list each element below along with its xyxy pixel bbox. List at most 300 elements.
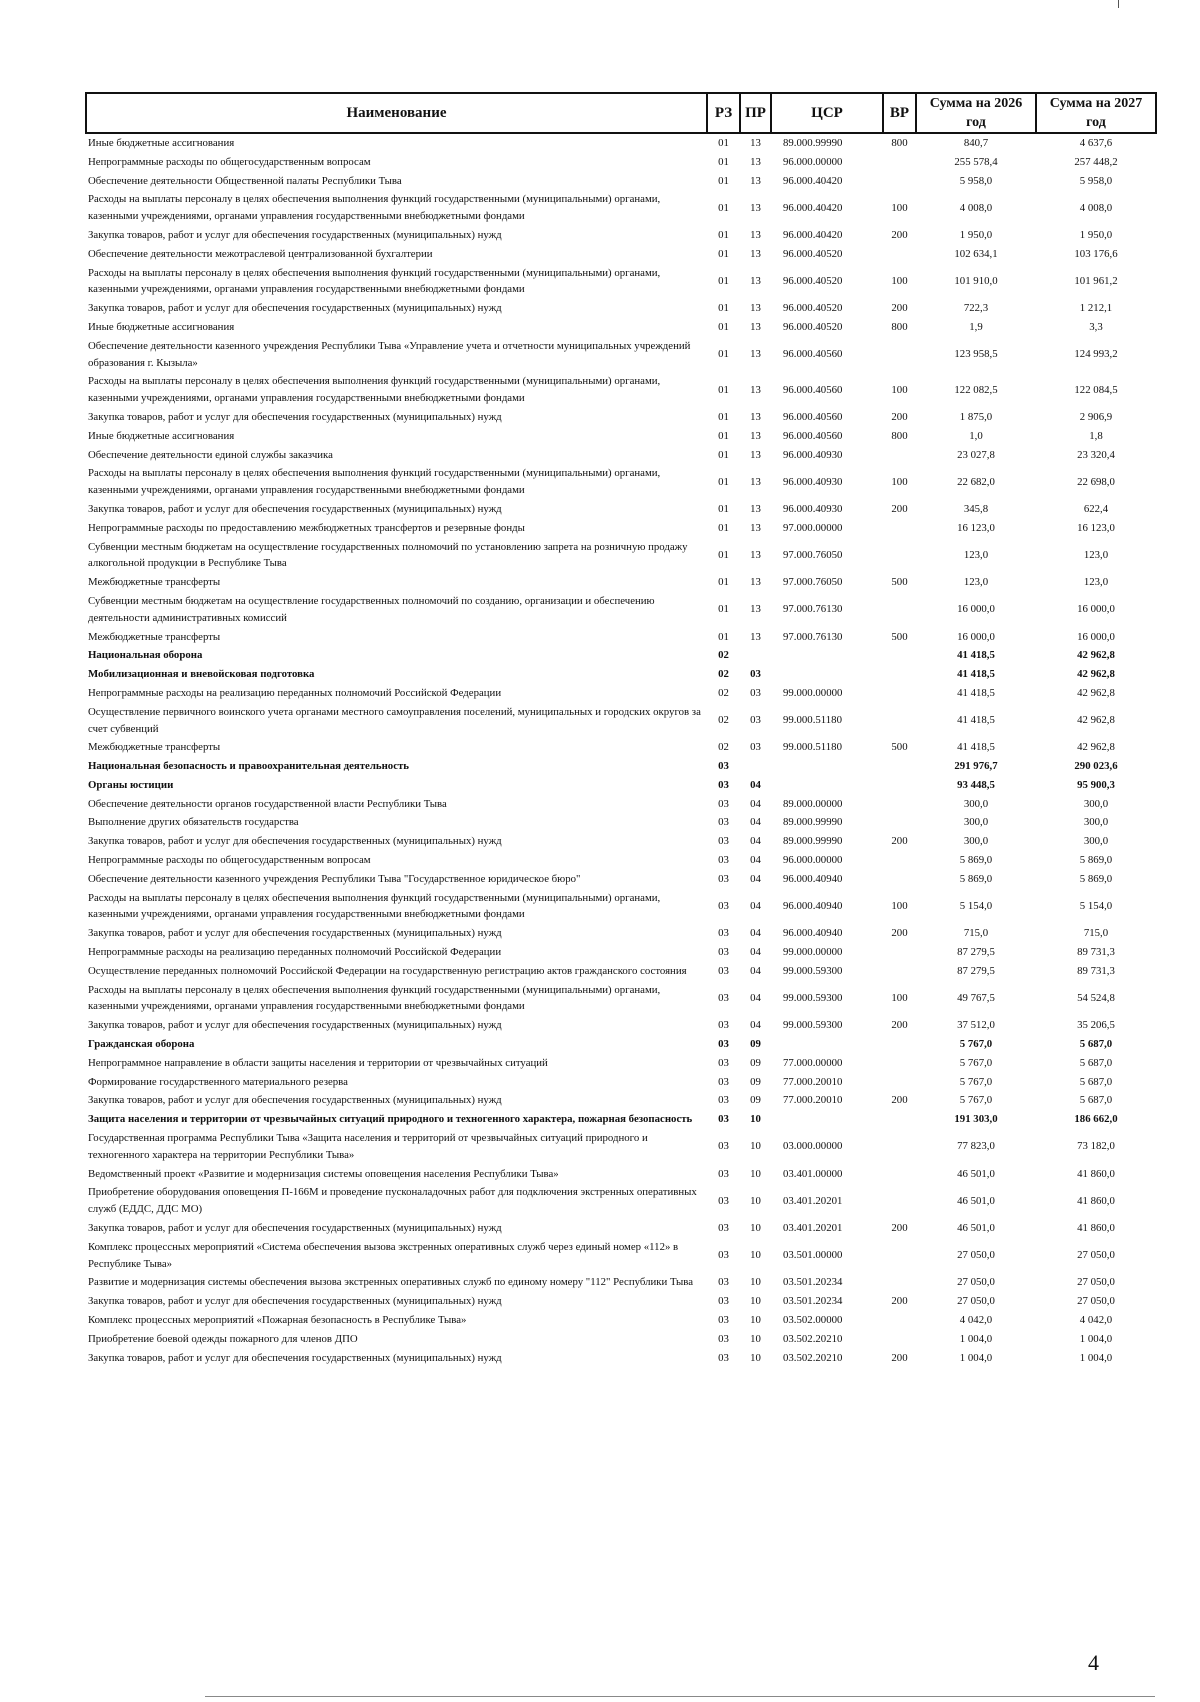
table-row bbox=[86, 1073, 1156, 1092]
table-row bbox=[86, 372, 1156, 408]
cell-csr: 96.000.40560 bbox=[783, 348, 843, 361]
cell-pr: 04 bbox=[750, 992, 761, 1005]
cell-name: Закупка товаров, работ и услуг для обеспечения государственных (муниципальных) нужд bbox=[88, 410, 502, 423]
cell-vr bbox=[883, 851, 916, 870]
cell-sum-2027: 35 206,5 bbox=[1077, 1019, 1115, 1032]
cell-name: Защита населения и территории от чрезвычайных ситуаций природного и техногенного характера, пожарная безопасность bbox=[88, 1113, 693, 1126]
table-row bbox=[86, 1292, 1156, 1311]
cell-sum-2026: 27 050,0 bbox=[957, 1276, 995, 1289]
cell-rz: 03 bbox=[718, 927, 729, 940]
cell-rz: 02 bbox=[718, 741, 729, 754]
cell-csr bbox=[771, 1110, 883, 1129]
header-pr: ПР bbox=[740, 93, 771, 133]
cell-vr: 200 bbox=[891, 502, 908, 515]
cell-sum-2026: 255 578,4 bbox=[954, 155, 998, 168]
cell-sum-2026: 87 279,5 bbox=[957, 964, 995, 977]
table-row bbox=[86, 592, 1156, 628]
cell-name: Субвенции местным бюджетам на осуществление государственных полномочий по созданию, организации и обеспечению деятельности административных комиссий bbox=[88, 594, 655, 624]
cell-sum-2026: 5 869,0 bbox=[959, 854, 993, 867]
cell-sum-2027: 103 176,6 bbox=[1074, 247, 1118, 260]
cell-rz: 01 bbox=[718, 137, 729, 149]
cell-csr: 89.000.99990 bbox=[783, 835, 843, 848]
cell-vr: 200 bbox=[891, 1019, 908, 1032]
cell-sum-2026: 16 000,0 bbox=[957, 603, 995, 616]
cell-vr: 100 bbox=[891, 383, 908, 396]
cell-csr: 96.000.40420 bbox=[783, 201, 843, 214]
cell-name: Обеспечение деятельности межотраслевой централизованной бухгалтерии bbox=[88, 247, 433, 260]
cell-csr: 96.000.40560 bbox=[783, 383, 843, 396]
cell-pr: 13 bbox=[750, 274, 761, 287]
cell-sum-2027: 4 637,6 bbox=[1079, 137, 1113, 149]
cell-csr: 96.000.00000 bbox=[783, 155, 843, 168]
table-row bbox=[86, 226, 1156, 245]
table-row bbox=[86, 1238, 1156, 1274]
cell-sum-2027: 42 962,8 bbox=[1077, 649, 1115, 662]
cell-pr: 04 bbox=[750, 946, 761, 959]
cell-vr: 500 bbox=[891, 741, 908, 754]
cell-sum-2027: 27 050,0 bbox=[1077, 1276, 1115, 1289]
cell-csr bbox=[771, 757, 883, 776]
cell-csr: 96.000.40930 bbox=[783, 475, 843, 488]
cell-vr: 100 bbox=[891, 475, 908, 488]
cell-vr bbox=[883, 153, 916, 172]
header-vr: ВР bbox=[883, 93, 916, 133]
cell-csr: 77.000.20010 bbox=[783, 1075, 843, 1088]
table-row bbox=[86, 427, 1156, 446]
cell-name: Закупка товаров, работ и услуг для обеспечения государственных (муниципальных) нужд bbox=[88, 835, 502, 848]
cell-sum-2027: 41 860,0 bbox=[1077, 1194, 1115, 1207]
table-row bbox=[86, 519, 1156, 538]
cell-sum-2027: 622,4 bbox=[1083, 502, 1109, 515]
cell-sum-2027: 101 961,2 bbox=[1074, 274, 1118, 287]
table-row bbox=[86, 1330, 1156, 1349]
cell-csr: 77.000.20010 bbox=[783, 1094, 843, 1107]
cell-name: Приобретение оборудования оповещения П-166М и проведение пусконаладочных работ для подключения экстренных оперативных служб (ЕДДС, ДДС МО) bbox=[88, 1186, 697, 1216]
cell-rz: 01 bbox=[718, 475, 729, 488]
cell-sum-2026: 4 008,0 bbox=[959, 201, 993, 214]
cell-vr: 100 bbox=[891, 992, 908, 1005]
cell-rz: 01 bbox=[718, 410, 729, 423]
cell-pr: 13 bbox=[750, 201, 761, 214]
cell-sum-2027: 22 698,0 bbox=[1077, 475, 1115, 488]
cell-sum-2027: 89 731,3 bbox=[1077, 964, 1115, 977]
cell-vr: 200 bbox=[891, 410, 908, 423]
cell-name: Иные бюджетные ассигнования bbox=[88, 137, 235, 149]
cell-sum-2027: 42 962,8 bbox=[1077, 741, 1115, 754]
cell-vr bbox=[883, 870, 916, 889]
cell-pr: 10 bbox=[750, 1222, 761, 1235]
cell-csr: 03.501.20234 bbox=[783, 1295, 843, 1308]
cell-vr: 800 bbox=[891, 320, 908, 333]
cell-rz: 03 bbox=[718, 1094, 729, 1107]
cell-sum-2026: 77 823,0 bbox=[957, 1140, 995, 1153]
cell-vr: 200 bbox=[891, 1351, 908, 1364]
cell-name: Иные бюджетные ассигнования bbox=[88, 429, 235, 442]
cell-csr: 03.501.20234 bbox=[783, 1276, 843, 1289]
cell-name: Органы юстиции bbox=[88, 778, 174, 791]
cell-pr: 13 bbox=[750, 502, 761, 515]
section-row bbox=[86, 757, 1156, 776]
cell-rz: 03 bbox=[718, 1019, 729, 1032]
cell-sum-2027: 5 687,0 bbox=[1079, 1094, 1113, 1107]
cell-name: Межбюджетные трансферты bbox=[88, 630, 221, 643]
table-row bbox=[86, 1311, 1156, 1330]
table-row bbox=[86, 981, 1156, 1017]
cell-sum-2026: 46 501,0 bbox=[957, 1222, 995, 1235]
cell-sum-2026: 4 042,0 bbox=[959, 1314, 993, 1326]
cell-vr bbox=[883, 1311, 916, 1330]
cell-csr: 96.000.40930 bbox=[783, 448, 843, 461]
cell-name: Осуществление первичного воинского учета органами местного самоуправления поселений, муниципальных и городских округов за счет субвенций bbox=[88, 705, 701, 735]
section-row bbox=[86, 665, 1156, 684]
cell-sum-2027: 5 869,0 bbox=[1079, 854, 1113, 867]
cell-csr: 96.000.40420 bbox=[783, 174, 843, 187]
cell-sum-2026: 27 050,0 bbox=[957, 1295, 995, 1308]
cell-vr bbox=[883, 538, 916, 574]
cell-pr: 13 bbox=[750, 448, 761, 461]
table-row bbox=[86, 573, 1156, 592]
cell-csr: 97.000.76050 bbox=[783, 576, 843, 589]
cell-csr: 77.000.00000 bbox=[783, 1056, 843, 1069]
cell-name: Иные бюджетные ассигнования bbox=[88, 320, 235, 333]
cell-sum-2027: 1,8 bbox=[1089, 429, 1103, 442]
cell-pr: 13 bbox=[750, 576, 761, 589]
table-row bbox=[86, 464, 1156, 500]
cell-vr bbox=[883, 1165, 916, 1184]
cell-rz: 01 bbox=[718, 603, 729, 616]
cell-sum-2026: 840,7 bbox=[963, 137, 989, 149]
cell-rz: 01 bbox=[718, 548, 729, 561]
cell-name: Закупка товаров, работ и услуг для обеспечения государственных (муниципальных) нужд bbox=[88, 1295, 502, 1308]
cell-rz: 03 bbox=[718, 1113, 729, 1126]
cell-sum-2027: 123,0 bbox=[1083, 576, 1109, 589]
cell-pr: 13 bbox=[750, 348, 761, 361]
cell-sum-2027: 41 860,0 bbox=[1077, 1167, 1115, 1180]
cell-sum-2026: 291 976,7 bbox=[954, 760, 998, 773]
cell-rz: 03 bbox=[718, 1276, 729, 1289]
cell-rz: 01 bbox=[718, 502, 729, 515]
table-row bbox=[86, 628, 1156, 647]
cell-pr: 13 bbox=[750, 228, 761, 241]
section-row bbox=[86, 1110, 1156, 1129]
cell-rz: 03 bbox=[718, 816, 729, 829]
cell-vr bbox=[883, 519, 916, 538]
cell-sum-2027: 300,0 bbox=[1083, 816, 1109, 829]
cell-vr: 200 bbox=[891, 1222, 908, 1235]
cell-rz: 02 bbox=[718, 714, 729, 727]
cell-sum-2027: 1 212,1 bbox=[1079, 302, 1113, 315]
table-row bbox=[86, 943, 1156, 962]
cell-rz: 03 bbox=[718, 1332, 729, 1345]
cell-pr: 09 bbox=[750, 1075, 761, 1088]
cell-name: Выполнение других обязательств государства bbox=[88, 816, 299, 829]
cell-csr bbox=[771, 776, 883, 795]
cell-name: Расходы на выплаты персоналу в целях обеспечения выполнения функций государственными (муниципальными) органами, казенными учреждениями, органами управления государственными внебюджетными фондами bbox=[88, 193, 661, 223]
cell-sum-2026: 27 050,0 bbox=[957, 1249, 995, 1262]
cell-sum-2027: 5 154,0 bbox=[1079, 900, 1113, 913]
cell-rz: 02 bbox=[718, 686, 729, 699]
table-body bbox=[86, 133, 1156, 1367]
table-row bbox=[86, 1219, 1156, 1238]
table-row bbox=[86, 795, 1156, 814]
cell-sum-2027: 4 008,0 bbox=[1079, 201, 1113, 214]
cell-rz: 03 bbox=[718, 1056, 729, 1069]
cell-pr: 03 bbox=[750, 714, 761, 727]
cell-pr: 04 bbox=[750, 778, 761, 791]
cell-pr: 10 bbox=[750, 1167, 761, 1180]
cell-sum-2027: 1 950,0 bbox=[1079, 228, 1113, 241]
cell-pr bbox=[740, 646, 771, 665]
cell-name: Обеспечение деятельности Общественной палаты Республики Тыва bbox=[88, 174, 402, 187]
cell-csr: 96.000.40940 bbox=[783, 927, 843, 940]
table-row bbox=[86, 133, 1156, 153]
cell-sum-2027: 290 023,6 bbox=[1074, 760, 1118, 773]
cell-sum-2027: 42 962,8 bbox=[1077, 686, 1115, 699]
cell-vr: 200 bbox=[891, 302, 908, 315]
cell-pr: 13 bbox=[750, 548, 761, 561]
cell-sum-2027: 715,0 bbox=[1083, 927, 1109, 940]
cell-sum-2026: 101 910,0 bbox=[954, 274, 998, 287]
cell-sum-2026: 5 154,0 bbox=[959, 900, 993, 913]
cell-name: Непрограммное направление в области защиты населения и территории от чрезвычайных ситуаций bbox=[88, 1056, 548, 1069]
cell-sum-2026: 46 501,0 bbox=[957, 1194, 995, 1207]
cell-sum-2026: 1 875,0 bbox=[959, 410, 993, 423]
table-row bbox=[86, 889, 1156, 925]
cell-pr: 04 bbox=[750, 872, 761, 885]
cell-rz: 03 bbox=[718, 900, 729, 913]
cell-pr: 13 bbox=[750, 137, 761, 149]
cell-pr: 03 bbox=[750, 686, 761, 699]
cell-csr: 96.000.40520 bbox=[783, 274, 843, 287]
cell-sum-2027: 1 004,0 bbox=[1079, 1332, 1113, 1345]
cell-vr bbox=[883, 1330, 916, 1349]
cell-csr: 97.000.76130 bbox=[783, 603, 843, 616]
cell-vr bbox=[883, 813, 916, 832]
cell-rz: 01 bbox=[718, 228, 729, 241]
cell-sum-2026: 5 767,0 bbox=[959, 1075, 993, 1088]
cell-csr: 03.502.00000 bbox=[783, 1314, 843, 1326]
cell-sum-2027: 41 860,0 bbox=[1077, 1222, 1115, 1235]
cell-vr bbox=[883, 665, 916, 684]
cell-sum-2027: 54 524,8 bbox=[1077, 992, 1115, 1005]
cell-pr: 04 bbox=[750, 835, 761, 848]
cell-name: Приобретение боевой одежды пожарного для членов ДПО bbox=[88, 1332, 358, 1345]
cell-rz: 03 bbox=[718, 1075, 729, 1088]
cell-vr: 200 bbox=[891, 1094, 908, 1107]
cell-csr: 97.000.00000 bbox=[783, 521, 843, 534]
cell-sum-2027: 123,0 bbox=[1083, 548, 1109, 561]
section-row bbox=[86, 646, 1156, 665]
cell-csr: 99.000.00000 bbox=[783, 686, 843, 699]
header-rz: РЗ bbox=[707, 93, 740, 133]
table-row bbox=[86, 153, 1156, 172]
header-name: Наименование bbox=[86, 93, 707, 133]
cell-name: Субвенции местным бюджетам на осуществление государственных полномочий по установлению запрета на розничную продажу алкогольной продукции в Республике Тыва bbox=[88, 540, 688, 570]
cell-name: Непрограммные расходы по предоставлению межбюджетных трансфертов и резервные фонды bbox=[88, 521, 525, 534]
cell-csr: 03.502.20210 bbox=[783, 1332, 843, 1345]
bottom-rule bbox=[205, 1696, 1155, 1697]
cell-sum-2026: 122 082,5 bbox=[954, 383, 998, 396]
cell-pr: 13 bbox=[750, 155, 761, 168]
cell-pr: 13 bbox=[750, 174, 761, 187]
cell-vr bbox=[883, 337, 916, 373]
cell-vr bbox=[883, 1110, 916, 1129]
cell-vr: 800 bbox=[891, 137, 908, 149]
cell-sum-2026: 5 767,0 bbox=[959, 1038, 993, 1051]
cell-sum-2026: 123 958,5 bbox=[954, 348, 998, 361]
cell-sum-2026: 5 767,0 bbox=[959, 1056, 993, 1069]
cell-name: Непрограммные расходы на реализацию переданных полномочий Российской Федерации bbox=[88, 686, 502, 699]
cell-rz: 02 bbox=[718, 668, 729, 681]
cell-pr: 13 bbox=[750, 320, 761, 333]
cell-pr: 10 bbox=[750, 1332, 761, 1345]
cell-pr: 04 bbox=[750, 900, 761, 913]
cell-csr bbox=[771, 1035, 883, 1054]
cell-vr bbox=[883, 776, 916, 795]
cell-pr: 13 bbox=[750, 630, 761, 643]
cell-vr bbox=[883, 646, 916, 665]
cell-pr: 13 bbox=[750, 410, 761, 423]
cell-vr: 500 bbox=[891, 576, 908, 589]
table-row bbox=[86, 500, 1156, 519]
table-row bbox=[86, 738, 1156, 757]
table-row bbox=[86, 1165, 1156, 1184]
table-row bbox=[86, 703, 1156, 739]
table-row bbox=[86, 1054, 1156, 1073]
cell-name: Национальная оборона bbox=[88, 649, 203, 662]
cell-sum-2026: 41 418,5 bbox=[957, 714, 995, 727]
cell-pr: 10 bbox=[750, 1113, 761, 1126]
cell-rz: 03 bbox=[718, 854, 729, 867]
section-row bbox=[86, 1035, 1156, 1054]
cell-pr: 10 bbox=[750, 1314, 761, 1326]
cell-csr: 96.000.40940 bbox=[783, 900, 843, 913]
budget-table bbox=[85, 92, 1157, 1367]
cell-vr bbox=[883, 172, 916, 191]
cell-vr: 200 bbox=[891, 1295, 908, 1308]
cell-name: Непрограммные расходы на реализацию переданных полномочий Российской Федерации bbox=[88, 946, 502, 959]
cell-name: Ведомственный проект «Развитие и модернизация системы оповещения населения Республики Тыва» bbox=[88, 1167, 559, 1180]
cell-sum-2026: 23 027,8 bbox=[957, 448, 995, 461]
cell-rz: 01 bbox=[718, 429, 729, 442]
table-row bbox=[86, 172, 1156, 191]
cell-vr bbox=[883, 1129, 916, 1165]
cell-csr: 89.000.00000 bbox=[783, 797, 843, 810]
cell-rz: 03 bbox=[718, 1314, 729, 1326]
cell-csr: 03.401.20201 bbox=[783, 1194, 843, 1207]
cell-sum-2027: 3,3 bbox=[1089, 320, 1103, 333]
cell-csr bbox=[771, 665, 883, 684]
cell-sum-2026: 5 958,0 bbox=[959, 174, 993, 187]
cell-sum-2027: 5 687,0 bbox=[1079, 1056, 1113, 1069]
cell-vr bbox=[883, 1183, 916, 1219]
cell-sum-2027: 23 320,4 bbox=[1077, 448, 1115, 461]
cell-pr: 10 bbox=[750, 1276, 761, 1289]
cell-name: Развитие и модернизация системы обеспечения вызова экстренных оперативных служб по единому номеру "112" Республики Тыва bbox=[88, 1276, 694, 1289]
cell-csr: 99.000.00000 bbox=[783, 946, 843, 959]
cell-csr: 89.000.99990 bbox=[783, 137, 843, 149]
table-row bbox=[86, 408, 1156, 427]
cell-pr: 03 bbox=[750, 741, 761, 754]
cell-pr: 09 bbox=[750, 1094, 761, 1107]
table-row bbox=[86, 1091, 1156, 1110]
cell-rz: 01 bbox=[718, 274, 729, 287]
cell-vr: 500 bbox=[891, 630, 908, 643]
cell-sum-2027: 16 000,0 bbox=[1077, 630, 1115, 643]
cell-name: Межбюджетные трансферты bbox=[88, 576, 221, 589]
cell-sum-2026: 1 004,0 bbox=[959, 1351, 993, 1364]
cell-csr: 89.000.99990 bbox=[783, 816, 843, 829]
cell-sum-2026: 123,0 bbox=[963, 576, 989, 589]
cell-sum-2026: 5 767,0 bbox=[959, 1094, 993, 1107]
cell-name: Обеспечение деятельности казенного учреждения Республики Тыва «Управление учета и отчетности муниципальных учреждений образования г. Кызыла» bbox=[88, 339, 691, 369]
cell-pr: 04 bbox=[750, 854, 761, 867]
cell-sum-2026: 715,0 bbox=[963, 927, 989, 940]
cell-name: Обеспечение деятельности казенного учреждения Республики Тыва "Государственное юридическое бюро" bbox=[88, 872, 581, 885]
cell-sum-2027: 73 182,0 bbox=[1077, 1140, 1115, 1153]
cell-pr: 10 bbox=[750, 1295, 761, 1308]
cell-rz: 03 bbox=[718, 835, 729, 848]
cell-pr: 09 bbox=[750, 1056, 761, 1069]
cell-name: Расходы на выплаты персоналу в целях обеспечения выполнения функций государственными (муниципальными) органами, казенными учреждениями, органами управления государственными внебюджетными фондами bbox=[88, 467, 661, 497]
cell-rz: 03 bbox=[718, 1167, 729, 1180]
cell-name: Комплекс процессных мероприятий «Система обеспечения вызова экстренных оперативных служб через единый номер «112» в Республике Тыва» bbox=[88, 1240, 679, 1270]
cell-sum-2026: 41 418,5 bbox=[957, 649, 995, 662]
cell-csr: 96.000.40940 bbox=[783, 872, 843, 885]
cell-sum-2026: 345,8 bbox=[963, 502, 989, 515]
cell-rz: 03 bbox=[718, 946, 729, 959]
cell-sum-2026: 41 418,5 bbox=[957, 741, 995, 754]
cell-csr bbox=[771, 646, 883, 665]
cell-sum-2026: 300,0 bbox=[963, 797, 989, 810]
cell-csr: 96.000.40560 bbox=[783, 429, 843, 442]
cell-rz: 03 bbox=[718, 992, 729, 1005]
cell-vr bbox=[883, 1073, 916, 1092]
cell-sum-2027: 300,0 bbox=[1083, 835, 1109, 848]
cell-sum-2026: 49 767,5 bbox=[957, 992, 995, 1005]
cell-sum-2027: 2 906,9 bbox=[1079, 410, 1113, 423]
table-row bbox=[86, 851, 1156, 870]
cell-rz: 01 bbox=[718, 302, 729, 315]
cell-vr bbox=[883, 757, 916, 776]
cell-rz: 03 bbox=[718, 1351, 729, 1364]
cell-vr bbox=[883, 795, 916, 814]
cell-rz: 03 bbox=[718, 760, 729, 773]
cell-rz: 03 bbox=[718, 1038, 729, 1051]
cell-sum-2027: 300,0 bbox=[1083, 797, 1109, 810]
cell-csr: 03.000.00000 bbox=[783, 1140, 843, 1153]
cell-name: Закупка товаров, работ и услуг для обеспечения государственных (муниципальных) нужд bbox=[88, 1019, 502, 1032]
cell-pr: 13 bbox=[750, 302, 761, 315]
cell-pr: 04 bbox=[750, 797, 761, 810]
cell-sum-2026: 123,0 bbox=[963, 548, 989, 561]
cell-sum-2026: 16 123,0 bbox=[957, 521, 995, 534]
cell-sum-2026: 191 303,0 bbox=[954, 1113, 998, 1126]
cell-csr: 99.000.59300 bbox=[783, 992, 843, 1005]
cell-sum-2026: 300,0 bbox=[963, 816, 989, 829]
cell-vr bbox=[883, 703, 916, 739]
cell-csr: 96.000.40520 bbox=[783, 302, 843, 315]
table-row bbox=[86, 1273, 1156, 1292]
cell-name: Закупка товаров, работ и услуг для обеспечения государственных (муниципальных) нужд bbox=[88, 302, 502, 315]
cell-sum-2026: 5 869,0 bbox=[959, 872, 993, 885]
cell-pr: 10 bbox=[750, 1140, 761, 1153]
cell-pr: 13 bbox=[750, 603, 761, 616]
table-row bbox=[86, 813, 1156, 832]
cell-pr: 04 bbox=[750, 1019, 761, 1032]
cell-rz: 03 bbox=[718, 1222, 729, 1235]
cell-sum-2026: 722,3 bbox=[963, 302, 989, 315]
